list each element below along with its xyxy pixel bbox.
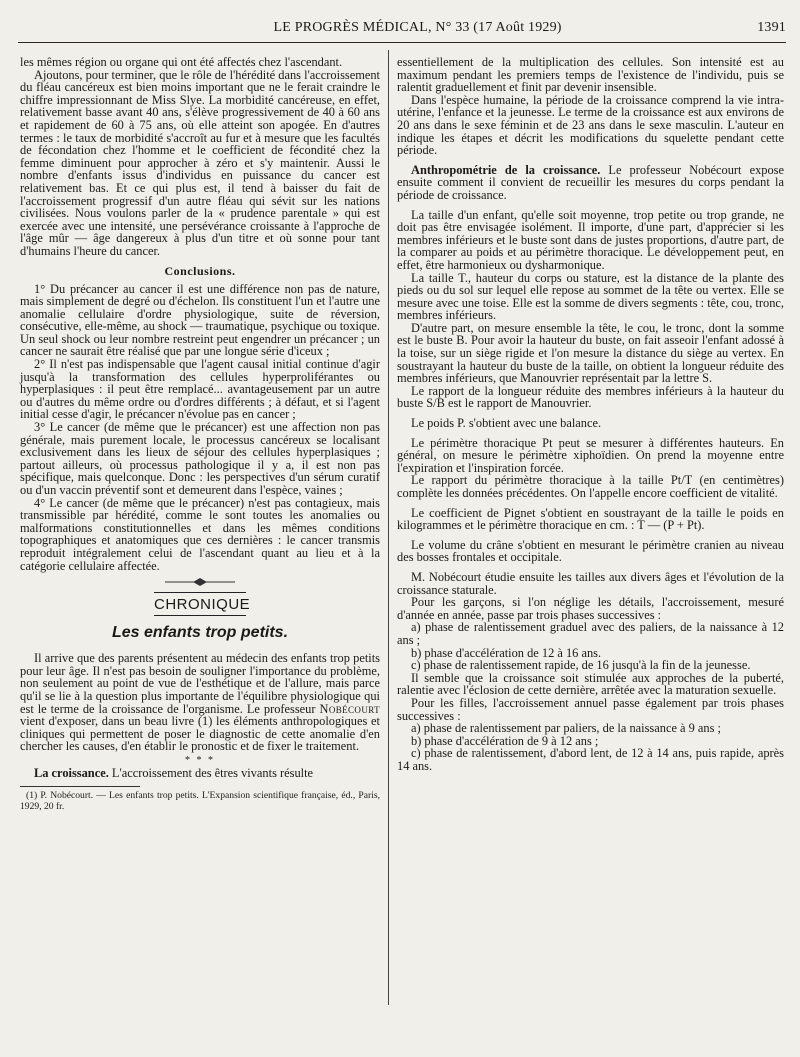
paragraph: Le volume du crâne s'obtient en mesurant le périmètre cranien au niveau des bosses frontales et occipitale. [397,537,784,565]
paragraph: La croissance. L'accroissement des êtres vivants résulte [34,765,314,780]
paragraph: Pour les garçons, si l'on néglige les détails, l'accroissement, mesuré d'année en année, passe par trois phases successives : [397,595,784,622]
footnote-rule [20,786,140,787]
ornament-divider [20,578,380,586]
list-item: c) phase de ralentissement rapide, de 16 jusqu'à la fin de la jeunesse. [411,658,751,673]
paragraph: les mêmes région ou organe qui ont été affectés chez l'ascendant. [20,55,343,69]
list-item: a) phase de ralentissement graduel avec des paliers, de la naissance à 12 ans ; [397,620,784,647]
list-item: c) phase de ralentissement, d'abord lent, de 12 à 14 ans, puis rapide, après 14 ans. [397,746,784,773]
journal-title: LE PROGRÈS MÉDICAL, N° 33 (17 Août 1929) [273,20,562,35]
conclusion-1: 1° Du précancer au cancer il est une différence non pas de nature, mais simplement de degré ou d'échelon. Ils constituent l'un et l'autre une anomalie cellulaire d'ordre physiologique, suite de réversion, consécutive, elle-même, au shock — traumatique, psychique ou toxique. Un seul shock ou leur nombre restreint peut engendrer un précancer ; un cancer ne saurait être réalisé que par une longue série d'iceux ; [20,281,380,359]
header-rule [18,42,786,43]
running-header [18,20,786,42]
paragraph: essentiellement de la multiplication des cellules. Son intensité est au maximum pendant les premiers temps de l'existence de l'individu, puis se ralentit graduellement et finit par devenir insensible. [397,55,784,95]
paragraph: D'autre part, on mesure ensemble la tête, le cou, le tronc, dont la somme est le buste B. Pour avoir la hauteur du buste, on fait asseoir l'enfant adossé à la toise, sur un siège rigide et l'on mesure la distance du siège au vertex. En soustrayant la hauteur du buste de la taille, on obtient la longueur réduite des membres inférieurs, que Manouvrier représentait par la lettre S. [397,320,784,386]
list-item: b) phase d'accélération de 9 à 12 ans ; [411,733,599,748]
paragraph: Le rapport du périmètre thoracique à la taille Pt/T (en centimètres) complète les données précédentes. On l'appelle encore coefficient de vitalité. [397,473,784,500]
paragraph: Dans l'espèce humaine, la période de la croissance comprend la vie intra-utérine, l'enfance et la jeunesse. Le terme de la croissance est aux environs de 20 ans dans le sexe féminin et de 23 ans dans le sexe masculin. L'auteur en indique les étapes et décrit les modifications du squelette pendant cette période. [397,92,784,158]
paragraph: Pour les filles, l'accroissement annuel passe également par trois phases successives : [397,695,784,723]
asterism: * * * [185,754,215,766]
column-divider [388,50,389,1005]
section-title-chronique: CHRONIQUE [154,592,246,616]
left-column [20,56,380,812]
author-name: Nobécourt [319,701,380,716]
paragraph: Le poids P. s'obtient avec une balance. [411,416,602,431]
paragraph: Le périmètre thoracique Pt peut se mesurer à différentes hauteurs. En général, on mesure le périmètre xiphoïdien. On prend la moyenne entre l'expiration et l'inspiration forcée. [397,435,784,475]
paragraph: Le coefficient de Pignet s'obtient en soustrayant de la taille le poids en kilogrammes et le périmètre thoracique en cm. : T — (P + Pt). [397,505,784,533]
conclusion-2: 2° Il n'est pas indispensable que l'agent causal initial continue d'agir jusqu'à la transformation des cellules hyperproliférantes ou hyperplasiques : il peut être remplacé... avantageusement par un autre ou d'autres du même ordre ou d'ordres différents ; à défaut, et si l'agent initial cesse d'agir, le précancer n'évolue pas en cancer ; [20,357,380,422]
article-headline: Les enfants trop petits. [111,624,289,642]
right-column [397,56,784,772]
footnote: (1) P. Nobécourt. — Les enfants trop petits. L'Expansion scientifique française, éd., Paris, 1929, 20 fr. [20,789,380,812]
list-item: b) phase d'accélération de 12 à 16 ans. [411,645,602,660]
section-heading-conclusions: Conclusions. [164,263,236,278]
conclusion-3: 3° Le cancer (de même que le précancer) est une affection non pas générale, mais purement locale, le processus cancéreux se localisant exclusivement dans les lieux de séjour des cellules hyperplasiques ; partout ailleurs, où processus pathologique il y a, il est non pas spécifique, mais quelconque. Donc : les perspectives d'un sérum curatif ou d'un vaccin préventif sont et demeurent dans l'espèce, vaines ; [20,420,380,497]
paragraph: La taille d'un enfant, qu'elle soit moyenne, trop petite ou trop grande, ne doit pas être envisagée isolément. Il importe, d'une part, d'apprécier si les membres inférieurs et le buste sont dans de justes proportions, d'autre part, de la comparer au poids et au périmètre thoracique. Le développement peut, en effet, être harmonieux ou dysharmonique. [397,207,784,272]
conclusion-4: 4° Le cancer (de même que le précancer) n'est pas contagieux, mais transmissible par hérédité, comme le sont toutes les anomalies ou malformations constitutionnelles et dans les mêmes conditions topographiques et anatomiques que ces dernières : le cancer transmis reproduit intégralement celui de l'ascendant quant au lieu et à la catégorie cellulaire affectée. [20,495,380,573]
paragraph: Il arrive que des parents présentent au médecin des enfants trop petits pour leur âge. Il n'est pas besoin de souligner l'importance du problème, non seulement au point de vue de l'esthétique et de l'allure, mais parce qu'il se lie à la question plus importante de l'équilibre physiologique qui est le terme de la croissance de l'organisme. Le professeur Nobécourt vient d'exposer, dans un beau livre (1) les éléments anthropologiques et cliniques qui permettent de poser le diagnostic de cette anomalie d'en chercher les causes, d'en établir le pronostic et de fixer le traitement. [20,651,380,754]
paragraph: Ajoutons, pour terminer, que le rôle de l'hérédité dans l'accroissement du fléau cancéreux est bien moins important que ne le ferait craindre le chiffre impressionnant de Miss Slye. La morbidité cancéreuse, en effet, relativement basse avant 40 ans, s'élève progressivement de 40 à 60 ans et rapidement de 60 à 75 ans, où elle atteint son apogée. En d'autres termes : le taux de morbidité s'accroît au fur et à mesure que les facultés de fécondation chez l'homme et le coefficient de fécondité chez la femme diminuent pour approcher à zéro et s'y maintenir. Aussi le nombre d'enfants issus d'individus en puissance du cancer est relativement bas. Et ce qui plus est, il tend à baisser du fait de l'accroissement progressif d'un autre fléau qui sévit sur les nations civilisées. Nous voulons parler de la « prudence parentale » qui est exercée avec une intensité, une persévérance croissante à l'approche de l'âge mûr — âge dangereux à plus d'un titre et où sonne pour tant d'humains l'heure du cancer. [20,67,380,258]
paragraph: Anthropométrie de la croissance. Le professeur Nobécourt expose ensuite comment il convient de recueillir les mesures du corps pendant la période de croissance. [397,162,784,202]
paragraph: La taille T., hauteur du corps ou stature, est la distance de la plante des pieds ou du sol sur lequel elle repose au sommet de la tête ou vertex. Elle se mesure avec une toise. Elle est la somme de divers segments : tête, cou, tronc, membres inférieurs. [397,270,784,323]
ornament-icon [165,578,235,586]
list-item: a) phase de ralentissement par paliers, de la naissance à 9 ans ; [411,721,721,736]
paragraph: M. Nobécourt étudie ensuite les tailles aux divers âges et l'évolution de la croissance staturale. [397,569,784,597]
page-number: 1391 [757,20,786,35]
paragraph: Le rapport de la longueur réduite des membres inférieurs à la hauteur du buste S/B est le rapport de Manouvrier. [397,383,784,411]
paragraph: Il semble que la croissance soit stimulée aux approches de la puberté, ralentie avec l'éclosion de cette dernière, arrêtée avec la maturation sexuelle. [397,670,784,698]
